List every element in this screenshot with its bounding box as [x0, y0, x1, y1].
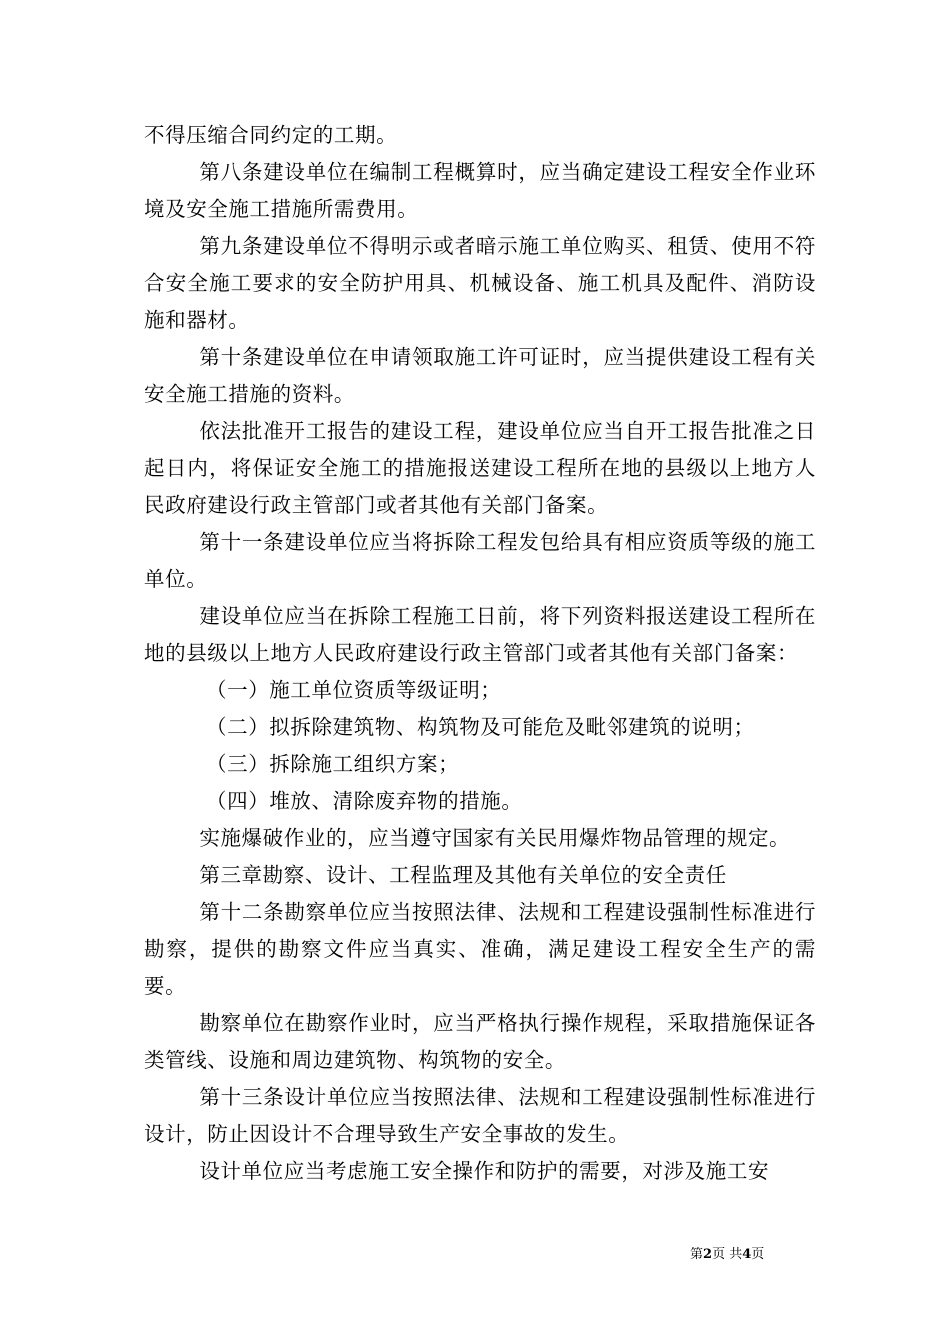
list-item: （四）堆放、清除废弃物的措施。 — [206, 789, 523, 813]
paragraph: 第九条建设单位不得明示或者暗示施工单位购买、租赁、使用不符合安全施工要求的安全防护用具、机械设备、施工机具及配件、消防设施和器材。 — [144, 234, 816, 332]
paragraph: 第十三条设计单位应当按照法律、法规和工程建设强制性标准进行设计，防止因设计不合理导致生产安全事故的发生。 — [144, 1085, 816, 1146]
list-item: （二）拟拆除建筑物、构筑物及可能危及毗邻建筑的说明； — [206, 715, 755, 739]
page-footer — [690, 1246, 860, 1264]
current-page-number: 2 — [703, 1247, 713, 1262]
paragraph: 第三章勘察、设计、工程监理及其他有关单位的安全责任 — [199, 863, 727, 887]
document-body — [144, 117, 816, 1190]
paragraph: 不得压缩合同约定的工期。 — [144, 123, 398, 147]
paragraph: 第八条建设单位在编制工程概算时，应当确定建设工程安全作业环境及安全施工措施所需费用。 — [144, 160, 816, 221]
paragraph: 第十一条建设单位应当将拆除工程发包给具有相应资质等级的施工单位。 — [144, 530, 816, 591]
paragraph: 勘察单位在勘察作业时，应当严格执行操作规程，采取措施保证各类管线、设施和周边建筑物、构筑物的安全。 — [144, 1011, 816, 1072]
list-item: （一）施工单位资质等级证明； — [206, 678, 502, 702]
paragraph: 实施爆破作业的，应当遵守国家有关民用爆炸物品管理的规定。 — [199, 826, 791, 850]
paragraph: 依法批准开工报告的建设工程，建设单位应当自开工报告批准之日起日内，将保证安全施工的措施报送建设工程所在地的县级以上地方人民政府建设行政主管部门或者其他有关部门备案。 — [144, 419, 816, 517]
total-page-number: 4 — [742, 1247, 752, 1262]
page-number-suffix: 页 — [751, 1247, 765, 1262]
paragraph: 设计单位应当考虑施工安全操作和防护的需要，对涉及施工安 — [199, 1159, 770, 1183]
list-item: （三）拆除施工组织方案； — [206, 752, 460, 776]
page-number-middle: 页 共 — [712, 1247, 743, 1262]
paragraph: 第十条建设单位在申请领取施工许可证时，应当提供建设工程有关安全施工措施的资料。 — [144, 345, 816, 406]
page-number-prefix: 第 — [690, 1247, 704, 1262]
paragraph: 建设单位应当在拆除工程施工日前，将下列资料报送建设工程所在地的县级以上地方人民政府建设行政主管部门或者其他有关部门备案： — [144, 604, 816, 665]
paragraph: 第十二条勘察单位应当按照法律、法规和工程建设强制性标准进行勘察，提供的勘察文件应当真实、准确，满足建设工程安全生产的需要。 — [144, 900, 816, 998]
